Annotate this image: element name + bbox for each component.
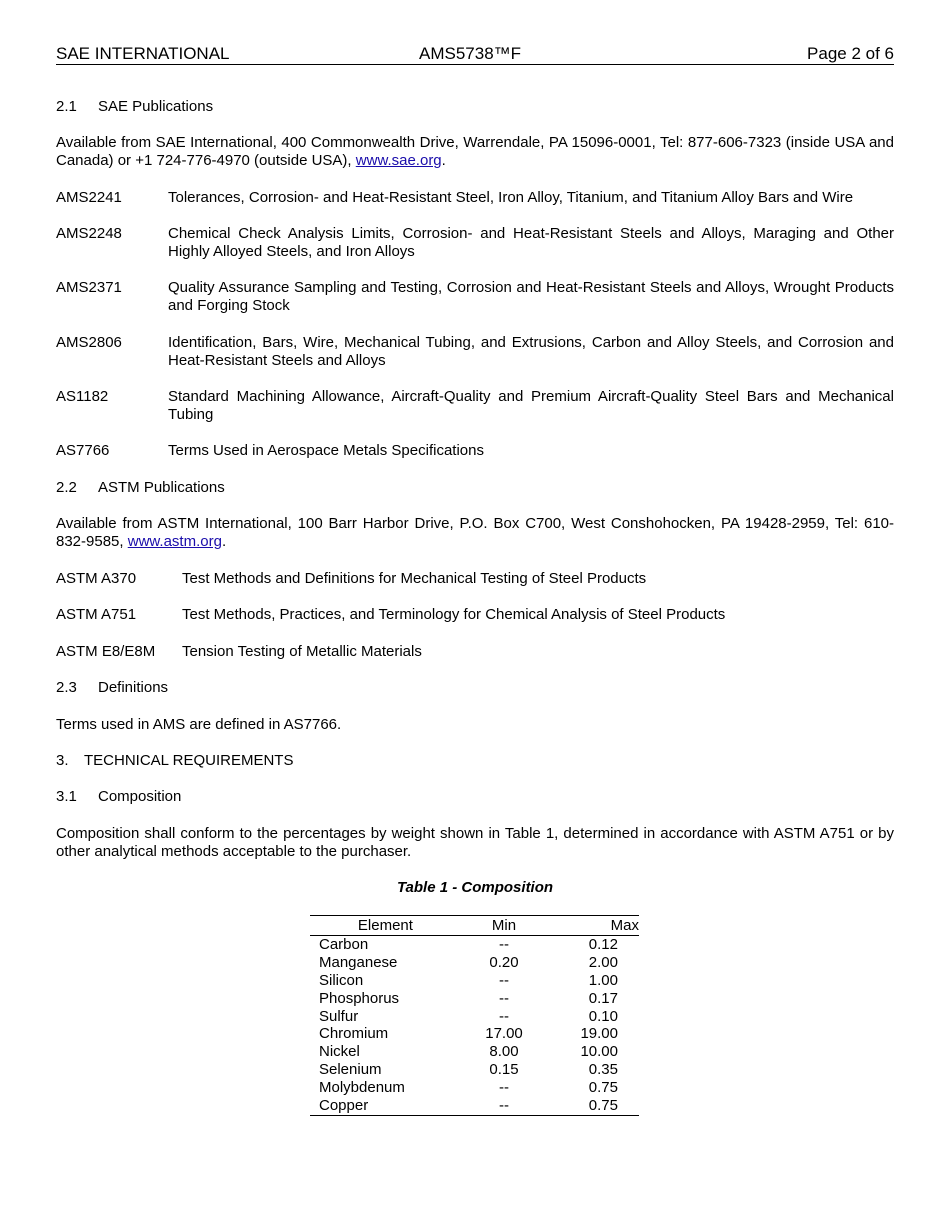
max-cell: 2.00	[588, 953, 618, 971]
header-doc-id: AMS5738™F	[419, 44, 522, 63]
table-row	[310, 1097, 639, 1115]
min-cell: --	[499, 971, 510, 989]
section-2-2-heading: 2.2 ASTM Publications	[56, 479, 225, 496]
section-2-1-heading: 2.1 SAE Publications	[56, 98, 214, 115]
min-cell: 0.15	[489, 1061, 519, 1079]
composition-table	[310, 915, 639, 1116]
max-cell: 1.00	[588, 971, 618, 989]
header-org: SAE INTERNATIONAL	[56, 44, 230, 63]
min-cell: --	[499, 935, 510, 953]
section-3-1-heading: 3.1 Composition	[56, 788, 182, 805]
max-cell: 0.10	[588, 1007, 618, 1025]
table-header-row	[310, 916, 639, 936]
element-cell: Nickel	[319, 1043, 360, 1061]
element-cell: Sulfur	[319, 1007, 359, 1025]
section-2-1-availability: Available from SAE International, 400 Commonwealth Drive, Warrendale, PA 15096-0001, Tel: 877-606-7323 (inside USA and Canada) or +1 724-776-4970 (outside USA), www.sae.org.	[56, 134, 894, 169]
page-header	[56, 44, 894, 65]
min-cell: 8.00	[489, 1043, 519, 1061]
table-row	[310, 972, 639, 990]
element-cell: Molybdenum	[319, 1079, 405, 1097]
min-cell: --	[461, 1097, 547, 1115]
max-cell: 0.75	[547, 1097, 639, 1115]
min-cell: 0.20	[489, 953, 519, 971]
min-cell: --	[499, 1079, 510, 1097]
table-row	[310, 990, 639, 1008]
table-row	[310, 954, 639, 972]
table-1-caption: Table 1 - Composition	[396, 879, 554, 896]
astm-link[interactable]: www.astm.org	[127, 533, 222, 550]
element-cell: Copper	[310, 1097, 461, 1115]
column-header-max: Max	[547, 916, 639, 936]
section-3-1-text: Composition shall conform to the percentages by weight shown in Table 1, determined in accordance with ASTM A751 or by other analytical methods acceptable to the purchaser.	[56, 825, 894, 860]
section-2-3-heading: 2.3 Definitions	[56, 679, 169, 696]
table-row	[310, 935, 639, 953]
max-cell: 19.00	[580, 1025, 618, 1043]
table-row	[310, 1043, 639, 1061]
element-cell: Silicon	[319, 971, 364, 989]
column-header-min: Min	[461, 916, 547, 936]
column-header-element: Element	[310, 916, 461, 936]
min-cell: --	[499, 1007, 510, 1025]
section-2-2-availability: Available from ASTM International, 100 Barr Harbor Drive, P.O. Box C700, West Conshohocken, PA 19428-2959, Tel: 610-832-9585, www.astm.org.	[56, 515, 894, 550]
max-cell: 0.12	[588, 935, 618, 953]
header-page-number: Page 2 of 6	[807, 44, 894, 63]
min-cell: 17.00	[485, 1025, 523, 1043]
table-row	[310, 1061, 639, 1079]
section-2-3-text: Terms used in AMS are defined in AS7766.	[56, 716, 342, 733]
max-cell: 0.75	[588, 1079, 618, 1097]
table-row	[310, 1008, 639, 1026]
element-cell: Selenium	[319, 1061, 382, 1079]
section-3-heading: 3. TECHNICAL REQUIREMENTS	[56, 752, 294, 769]
element-cell: Manganese	[319, 953, 398, 971]
element-cell: Chromium	[319, 1025, 389, 1043]
max-cell: 10.00	[580, 1043, 618, 1061]
table-row	[310, 1079, 639, 1097]
sae-link[interactable]: www.sae.org	[355, 152, 442, 169]
min-cell: --	[499, 989, 510, 1007]
table-row	[310, 1025, 639, 1043]
element-cell: Carbon	[319, 935, 369, 953]
element-cell: Phosphorus	[319, 989, 400, 1007]
max-cell: 0.35	[588, 1061, 618, 1079]
max-cell: 0.17	[588, 989, 618, 1007]
